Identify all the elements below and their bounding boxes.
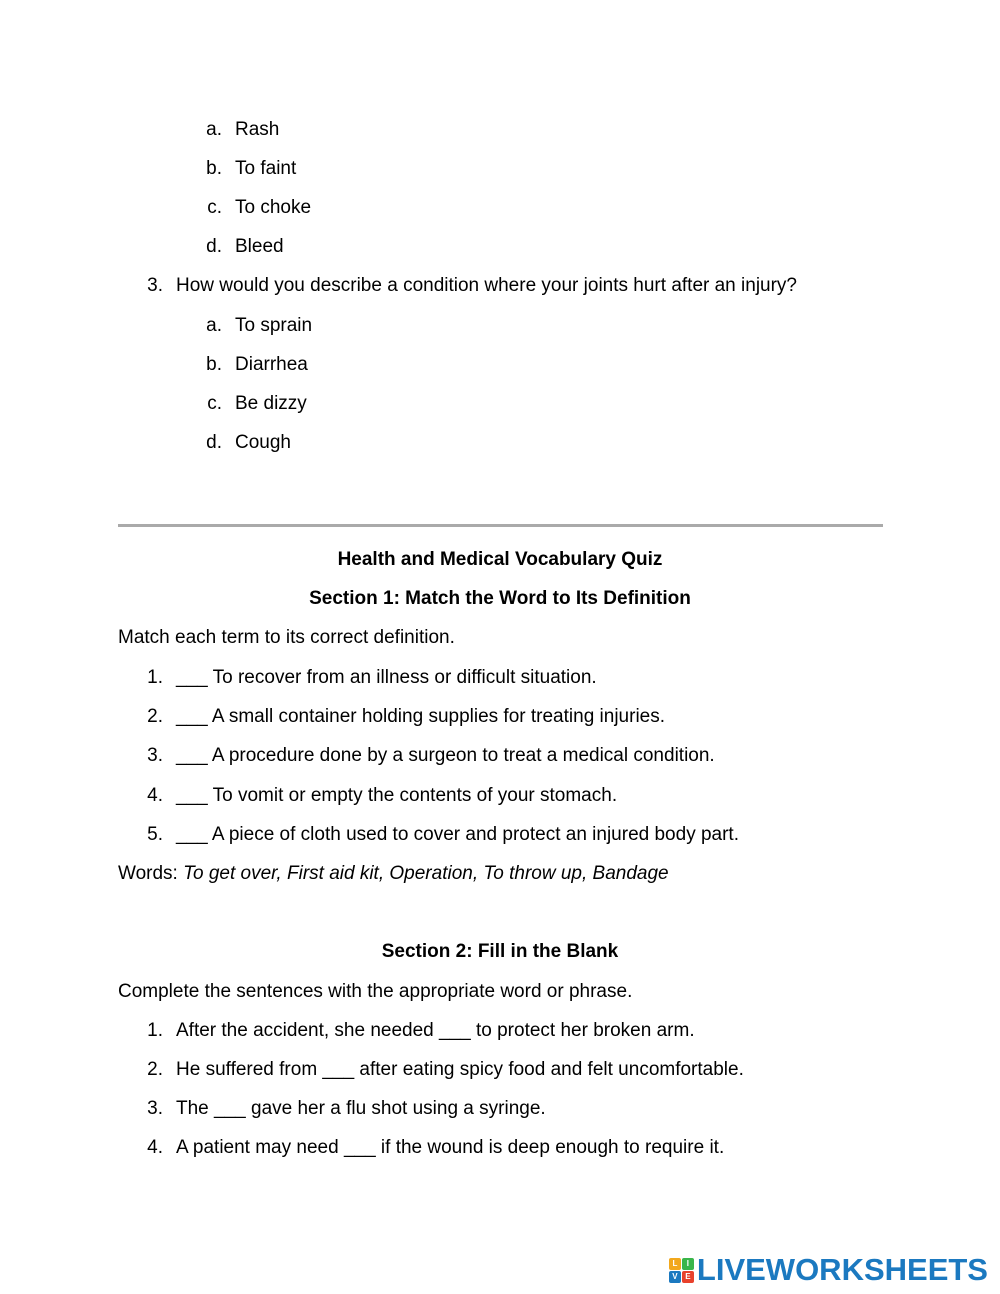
section-1-instruction: Match each term to its correct definition. xyxy=(118,627,455,648)
logo-block: E xyxy=(682,1271,694,1283)
question-text: How would you describe a condition where your joints hurt after an injury? xyxy=(176,275,797,296)
option-marker: d. xyxy=(206,236,222,257)
question-marker: 3. xyxy=(147,275,163,296)
logo-block: I xyxy=(682,1258,694,1270)
option-marker: b. xyxy=(206,354,222,375)
list-marker: 4. xyxy=(147,1137,163,1158)
list-marker: 4. xyxy=(147,785,163,806)
option-text: Diarrhea xyxy=(235,354,308,375)
option-text: Rash xyxy=(235,119,280,140)
section-1-heading: Section 1: Match the Word to Its Definition xyxy=(309,588,691,609)
logo-block: L xyxy=(669,1258,681,1270)
word-bank-list: To get over, First aid kit, Operation, To throw up, Bandage xyxy=(183,863,669,884)
word-bank-label: Words: xyxy=(118,863,178,884)
list-text: After the accident, she needed ___ to protect her broken arm. xyxy=(176,1020,695,1041)
liveworksheets-logo[interactable] xyxy=(669,1252,988,1288)
option-marker: a. xyxy=(206,315,222,336)
logo-block: V xyxy=(669,1271,681,1283)
list-text: ___ To vomit or empty the contents of your stomach. xyxy=(176,785,618,806)
list-marker: 5. xyxy=(147,824,163,845)
option-marker: d. xyxy=(206,432,222,453)
option-text: Bleed xyxy=(235,236,284,257)
option-marker: c. xyxy=(207,197,222,218)
list-text: ___ To recover from an illness or difficult situation. xyxy=(176,667,597,688)
list-text: ___ A small container holding supplies for treating injuries. xyxy=(176,706,666,727)
word-bank xyxy=(118,863,669,885)
list-text: ___ A procedure done by a surgeon to treat a medical condition. xyxy=(176,745,715,766)
option-text: To sprain xyxy=(235,315,313,336)
option-marker: b. xyxy=(206,158,222,179)
horizontal-divider xyxy=(118,524,883,527)
list-marker: 1. xyxy=(147,1020,163,1041)
logo-blocks-icon xyxy=(669,1258,694,1283)
list-text: He suffered from ___ after eating spicy food and felt uncomfortable. xyxy=(176,1059,744,1080)
list-marker: 3. xyxy=(147,1098,163,1119)
option-text: To choke xyxy=(235,197,312,218)
section-2-instruction: Complete the sentences with the appropriate word or phrase. xyxy=(118,981,633,1002)
list-marker: 3. xyxy=(147,745,163,766)
option-text: Cough xyxy=(235,432,291,453)
option-marker: a. xyxy=(206,119,222,140)
option-marker: c. xyxy=(207,393,222,414)
logo-text: LIVEWORKSHEETS xyxy=(696,1252,988,1287)
quiz-title: Health and Medical Vocabulary Quiz xyxy=(337,549,663,570)
list-text: The ___ gave her a flu shot using a syringe. xyxy=(176,1098,546,1119)
list-marker: 1. xyxy=(147,667,163,688)
option-text: Be dizzy xyxy=(235,393,307,414)
list-text: A patient may need ___ if the wound is deep enough to require it. xyxy=(176,1137,725,1158)
list-marker: 2. xyxy=(147,706,163,727)
section-2-heading: Section 2: Fill in the Blank xyxy=(381,941,619,962)
list-text: ___ A piece of cloth used to cover and protect an injured body part. xyxy=(176,824,739,845)
option-text: To faint xyxy=(235,158,297,179)
list-marker: 2. xyxy=(147,1059,163,1080)
